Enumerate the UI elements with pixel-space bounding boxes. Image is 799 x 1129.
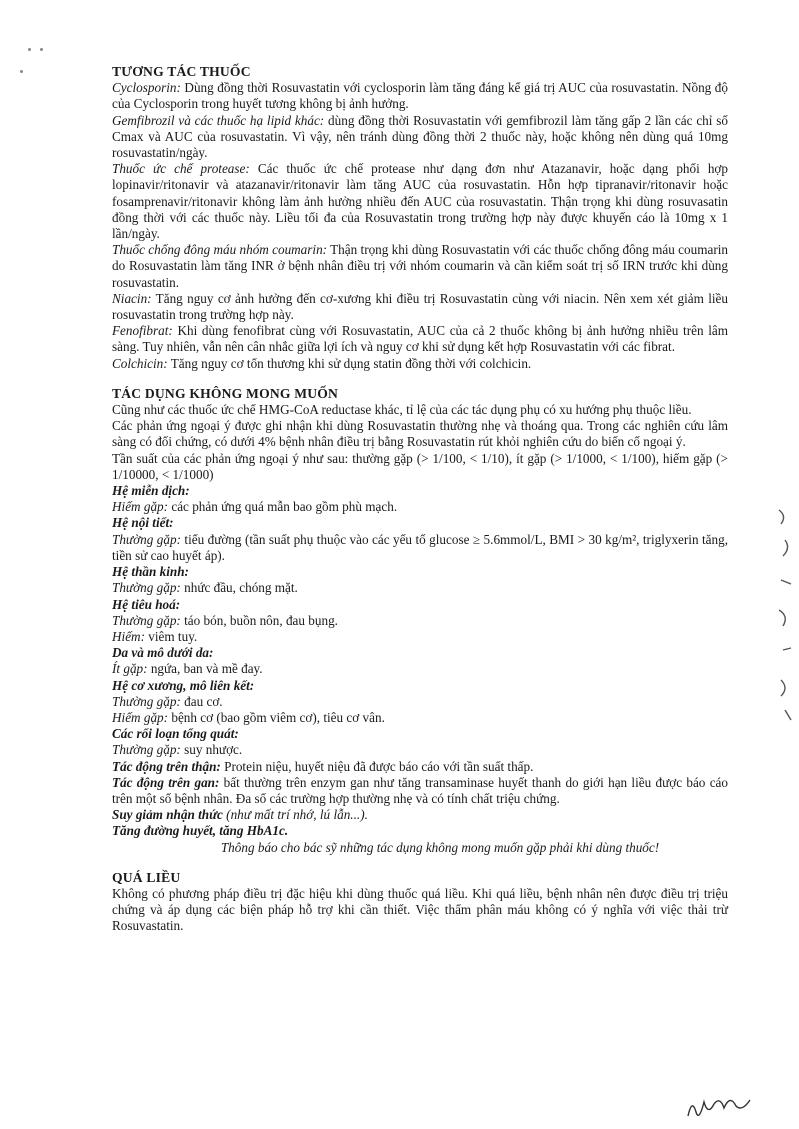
interaction-item [112,161,728,242]
adverse-group [112,678,728,727]
interaction-text: Dùng đồng thời Rosuvastatin với cyclosporin làm tăng đáng kể giá trị AUC của rosuvastatin. Nồng độ của Cyclosporin trong huyết tương không bị ảnh hưởng. [112,80,728,112]
interaction-item [112,291,728,323]
interaction-text: Tăng nguy cơ tổn thương khi sử dụng statin đồng thời với colchicin. [167,355,532,371]
interaction-term: Fenofibrat: [112,323,173,339]
frequency-label: Ít gặp: [112,661,148,677]
adverse-intro: Cũng như các thuốc ức chế HMG-CoA reductase khác, tỉ lệ của các tác dụng phụ có xu hướng phụ thuộc liều. [112,402,692,418]
extra-label: Suy giảm nhận thức [112,807,223,823]
group-line-text: bệnh cơ (bao gồm viêm cơ), tiêu cơ vân. [168,709,385,725]
group-line [112,499,728,515]
extra-text: Protein niệu, huyết niệu đã được báo cáo với tần suất thấp. [220,758,534,774]
section-title-interactions: TƯƠNG TÁC THUỐC [112,64,251,79]
group-line [112,694,728,710]
adverse-group [112,483,728,515]
interaction-item [112,113,728,162]
group-line [112,661,728,677]
group-name: Hệ tiêu hoá: [112,596,181,612]
group-line [112,710,728,726]
extra-label: Tác động trên thận: [112,758,221,774]
interaction-list [112,80,728,372]
adverse-group [112,726,728,758]
group-name: Hệ thần kinh: [112,564,189,580]
group-line-text: suy nhược. [180,742,243,758]
adverse-extra [112,823,728,839]
section-title-overdose: QUÁ LIỀU [112,869,181,885]
frequency-label: Hiếm gặp: [112,709,169,725]
overdose-text: Không có phương pháp điều trị đặc hiệu khi dùng thuốc quá liều. Khi quá liều, bệnh nhân nên được điều trị triệu chứng và áp dụng các biện pháp hỗ trợ khi cần thiết. Việc thẩm phân máu không có ý nghĩa với việc thải trừ Rosuvastatin. [112,885,728,934]
section-title-adverse: TÁC DỤNG KHÔNG MONG MUỐN [112,385,339,401]
adverse-group [112,645,728,677]
interaction-term: Thuốc ức chế protease: [112,161,250,177]
adverse-group [112,564,728,596]
adverse-extra [112,759,728,775]
margin-scribble [775,500,797,740]
extra-text: bất thường trên enzym gan như tăng transaminase huyết thanh do giới hạn liều được báo cáo trên một số bệnh nhân. Đa số các trường hợp thường nhẹ và có tính chất triệu chứng. [112,774,728,806]
interaction-term: Colchicin: [112,355,168,371]
frequency-label: Thường gặp: [112,742,181,758]
group-line [112,742,728,758]
adverse-extra [112,775,728,807]
group-name: Các rối loạn tổng quát: [112,726,239,742]
group-line-text: ngứa, ban và mề đay. [147,661,263,677]
adverse-group [112,515,728,564]
extra-label: Tác động trên gan: [112,774,220,790]
interaction-item [112,356,728,372]
adverse-extra [112,807,728,823]
interaction-term: Gemfibrozil và các thuốc hạ lipid khác: [112,112,325,128]
interaction-term: Niacin: [112,290,152,306]
frequency-label: Hiếm: [112,628,145,644]
frequency-label: Thường gặp: [112,580,181,596]
interaction-text: Khi dùng fenofibrat cùng với Rosuvastatin, AUC của cả 2 thuốc không bị ảnh hưởng nhiều trên lâm sàng. Tuy nhiên, vẫn nên cân nhắc giữa lợi ích và nguy cơ khi sử dụng kết hợp Rosuvastatin với các fibrat. [112,323,728,355]
extra-text: (như mất trí nhớ, lú lẫn...). [222,807,368,823]
group-line-text: nhức đầu, chóng mặt. [180,580,298,596]
adverse-group [112,597,728,646]
frequency-label: Hiếm gặp: [112,499,169,515]
interaction-item [112,242,728,291]
interaction-term: Cyclosporin: [112,80,181,96]
interaction-text: Tăng nguy cơ ảnh hưởng đến cơ-xương khi điều trị Rosuvastatin cùng với niacin. Nên xem xét giảm liều rosuvastatin trong trường hợp này. [112,290,728,323]
adverse-intro: Tần suất của các phản ứng ngoại ý như sau: thường gặp (> 1/100, < 1/10), ít gặp (> 1/1000, < 1/100), hiếm gặp (> 1/10000, < 1/1000) [112,450,728,482]
group-line [112,580,728,596]
group-line-text: đau cơ. [180,693,223,709]
adverse-note: Thông báo cho bác sỹ những tác dụng không mong muốn gặp phải khi dùng thuốc! [220,839,660,855]
interaction-term: Thuốc chống đông máu nhóm coumarin: [112,242,328,258]
group-line [112,532,728,564]
group-line-text: các phản ứng quá mẫn bao gồm phù mạch. [168,499,398,515]
group-line [112,613,728,629]
scan-dot [40,48,43,51]
group-line [112,629,728,645]
group-name: Hệ nội tiết: [112,515,174,531]
frequency-label: Thường gặp: [112,612,181,628]
frequency-label: Thường gặp: [112,531,181,547]
group-line-text: táo bón, buồn nôn, đau bụng. [180,612,338,628]
interaction-item [112,323,728,355]
interaction-text: dùng đồng thời Rosuvastatin với gemfibrozil làm tăng gấp 2 lần các chỉ số Cmax và AUC của rosuvastatin. Vì vậy, nên tránh dùng đồng thời 2 thuốc này, hoặc không nên dùng quá 10mg rosuvastatin/ngày. [112,112,728,161]
scan-dot [28,48,31,51]
adverse-intro: Các phản ứng ngoại ý được ghi nhận khi dùng Rosuvastatin thường nhẹ và thoáng qua. Trong các nghiên cứu lâm sàng có đối chứng, có dưới 4% bệnh nhân điều trị bằng Rosuvastatin rút khỏi nghiên cứu do biến cố ngoại ý. [112,418,728,450]
signature [684,1088,764,1124]
group-line-text: viêm tuy. [144,628,198,644]
group-name: Hệ cơ xương, mô liên kết: [112,677,255,693]
frequency-label: Thường gặp: [112,693,181,709]
group-name: Da và mô dưới da: [112,645,214,661]
interaction-text: Thận trọng khi dùng Rosuvastatin với các thuốc chống đông máu coumarin do Rosuvastatin làm tăng INR ở bệnh nhân điều trị với nhóm coumarin và cần kiểm soát trị số IRN trước khi dùng rosuvastatin. [112,242,728,290]
scan-dot [20,70,23,73]
interaction-item [112,80,728,112]
extra-label: Tăng đường huyết, tăng HbA1c. [112,823,289,839]
document-body [112,64,728,935]
group-name: Hệ miễn dịch: [112,483,190,499]
interaction-text: Các thuốc ức chế protease như dạng đơn như Atazanavir, hoặc dạng phối hợp lopinavir/ritonavir và atazanavir/ritonavir làm tăng AUC của rosuvastatin. Hỗn hợp tipranavir/ritonavir hoặc fosamprenavir/ritonavir không làm ảnh hưởng nhiều đến AUC của rosuvastatin. Thận trọng khi dùng rosuvasatin đồng thời với các thuốc này. Liều tối đa của Rosuvastatin trong trường hợp này được khuyến cáo là 10mg x 1 lần/ngày. [112,161,728,242]
group-line-text: tiểu đường (tần suất phụ thuộc vào các yếu tố glucose ≥ 5.6mmol/L, BMI > 30 kg/m², triglyxerin tăng, tiền sử cao huyết áp). [112,531,728,563]
